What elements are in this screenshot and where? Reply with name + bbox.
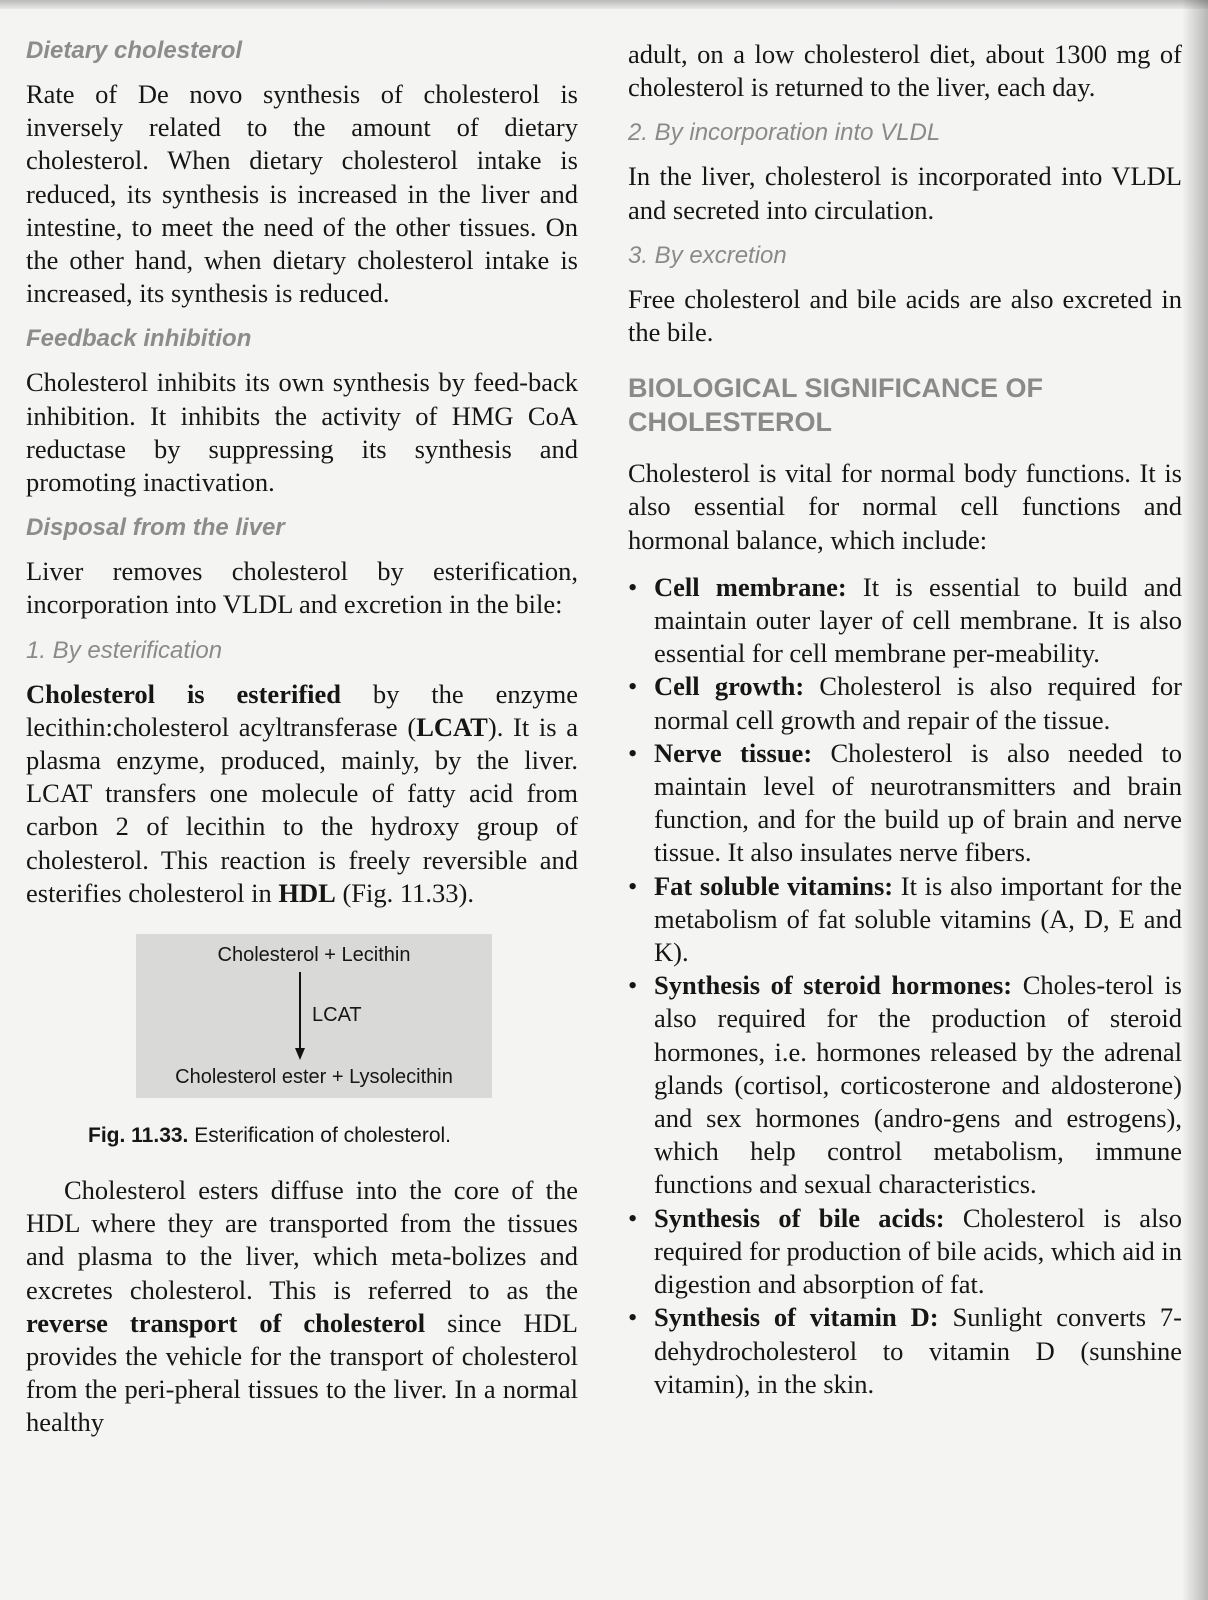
figure-caption-label: Fig. 11.33. (88, 1124, 189, 1148)
heading-dietary-cholesterol: Dietary cholesterol (26, 37, 243, 64)
figure-caption (88, 1124, 578, 1148)
list-item-term: Fat soluble vitamins: (654, 870, 894, 901)
term-cholesterol-esterified: Cholesterol is esterified (26, 678, 341, 709)
figure-esterification-diagram (136, 934, 492, 1098)
paragraph-esterification (26, 678, 578, 910)
list-item-text: Cholesterol is also required for production of bile acids, which aid in digestion and absorption of fat. (654, 1202, 1182, 1300)
paragraph-continuation: adult, on a low cholesterol diet, about 1300 mg of cholesterol is returned to the liver, each day. (628, 39, 1182, 103)
list-item-text: Choles-terol is also required for the production of steroid hormones, i.e. hormones released by the adrenal glands (cortisol, corticosterone and aldosterone) and sex hormones (andro-gens and estrogens), which help control metabolism, immune functions and sexual characteristics. (654, 970, 1182, 1200)
term-reverse-transport: reverse transport of cholesterol (26, 1307, 426, 1338)
list-item (628, 571, 1182, 671)
paragraph-vldl: In the liver, cholesterol is incorporated into VLDL and secreted into circulation. (628, 161, 1182, 225)
list-item-text: Cholesterol is also needed to maintain level of neurotransmitters and brain function, and for the build up of brain and nerve tissue. It also insulates nerve fibers. (654, 737, 1183, 868)
reverse-text-a: Cholesterol esters diffuse into the core of the HDL where they are transported from the tissues and plasma to the liver, which meta-bolizes and excretes cholesterol. This is referred to as the (26, 1175, 578, 1305)
heading-disposal-from-liver: Disposal from the liver (26, 514, 285, 542)
figure-enzyme-label: LCAT (312, 1004, 362, 1027)
bullet-icon: • (628, 737, 638, 768)
figure-caption-text: Esterification of cholesterol. (188, 1124, 452, 1148)
left-column (26, 36, 578, 1454)
list-item-term: Cell membrane: (654, 571, 847, 602)
list-item-term: Synthesis of vitamin D: (654, 1302, 939, 1333)
esterification-text-a: by the enzyme lecithin:cholesterol acyltransferase ( (26, 678, 578, 742)
section-title-line-1: BIOLOGICAL SIGNIFICANCE OF (628, 373, 1044, 404)
heading-by-esterification: 1. By esterification (26, 636, 223, 664)
list-item (628, 969, 1182, 1201)
page-top-edge (0, 0, 1208, 9)
paragraph-significance-intro: Cholesterol is vital for normal body functions. It is also essential for normal cell functions and hormonal balance, which include: (628, 458, 1182, 555)
paragraph-reverse-transport (26, 1174, 578, 1440)
section-title-biological-significance (628, 371, 1182, 439)
right-column (628, 36, 1182, 1401)
list-item-text: It is also important for the metabolism of fat soluble vitamins (A, D, E and K). (654, 870, 1182, 968)
list-item (628, 737, 1182, 870)
bullet-icon: • (628, 671, 638, 702)
bullet-icon: • (628, 1302, 638, 1333)
figure-products: Cholesterol ester + Lysolecithin (175, 1066, 453, 1089)
list-item-term: Synthesis of steroid hormones: (654, 970, 1013, 1001)
heading-incorporation-vldl: 2. By incorporation into VLDL (628, 119, 941, 147)
list-item (628, 1202, 1182, 1302)
bullet-icon: • (628, 571, 638, 602)
esterification-text-c: (Fig. 11.33). (335, 877, 474, 908)
bullet-icon: • (628, 1202, 638, 1233)
esterification-text-b: ). It is a plasma enzyme, produced, mainly, by the liver. LCAT transfers one molecule of fatty acid from carbon 2 of lecithin to the hydroxy group of cholesterol. This reaction is freely reversible and esterifies cholesterol in (26, 711, 579, 908)
list-item (628, 870, 1182, 970)
term-lcat: LCAT (416, 711, 488, 742)
list-item (628, 1301, 1182, 1401)
list-item-term: Synthesis of bile acids: (654, 1202, 945, 1233)
reverse-text-b: since HDL provides the vehicle for the transport of cholesterol from the peri-pheral tissues to the liver. In a normal healthy (26, 1307, 578, 1438)
list-item-text: Sunlight converts 7-dehydrocholesterol to vitamin D (sunshine vitamin), in the skin. (654, 1302, 1182, 1399)
term-hdl: HDL (278, 877, 336, 908)
paragraph-disposal-from-liver: Liver removes cholesterol by esterification, incorporation into VLDL and excretion in the bile: (26, 556, 578, 620)
significance-list (628, 571, 1182, 1401)
paragraph-dietary-cholesterol: Rate of De novo synthesis of cholesterol is inversely related to the amount of dietary cholesterol. When dietary cholesterol intake is reduced, its synthesis is increased in the liver and intestine, to meet the need of the other tissues. On the other hand, when dietary cholesterol intake is increased, its synthesis is reduced. (26, 79, 578, 309)
paragraph-feedback-inhibition: Cholesterol inhibits its own synthesis by feed-back inhibition. It inhibits the activity of HMG CoA reductase by suppressing its synthesis and promoting inactivation. (26, 367, 578, 498)
reaction-arrow-icon (294, 972, 306, 1062)
figure-reactants: Cholesterol + Lecithin (217, 944, 411, 967)
bullet-icon: • (628, 870, 638, 901)
list-item (628, 670, 1182, 736)
heading-feedback-inhibition: Feedback inhibition (26, 325, 252, 353)
bullet-icon: • (628, 970, 638, 1001)
list-item-text: Cholesterol is also required for normal cell growth and repair of the tissue. (654, 671, 1182, 735)
paragraph-excretion: Free cholesterol and bile acids are also excreted in the bile. (628, 283, 1182, 348)
section-title-line-2: CHOLESTEROL (628, 407, 833, 438)
list-item-term: Cell growth: (654, 671, 805, 702)
heading-by-excretion: 3. By excretion (628, 241, 787, 269)
page-spine-shadow (1182, 0, 1208, 1600)
list-item-term: Nerve tissue: (654, 737, 813, 768)
list-item-text: It is essential to build and maintain outer layer of cell membrane. It is also essential for cell membrane per-meability. (654, 571, 1182, 669)
